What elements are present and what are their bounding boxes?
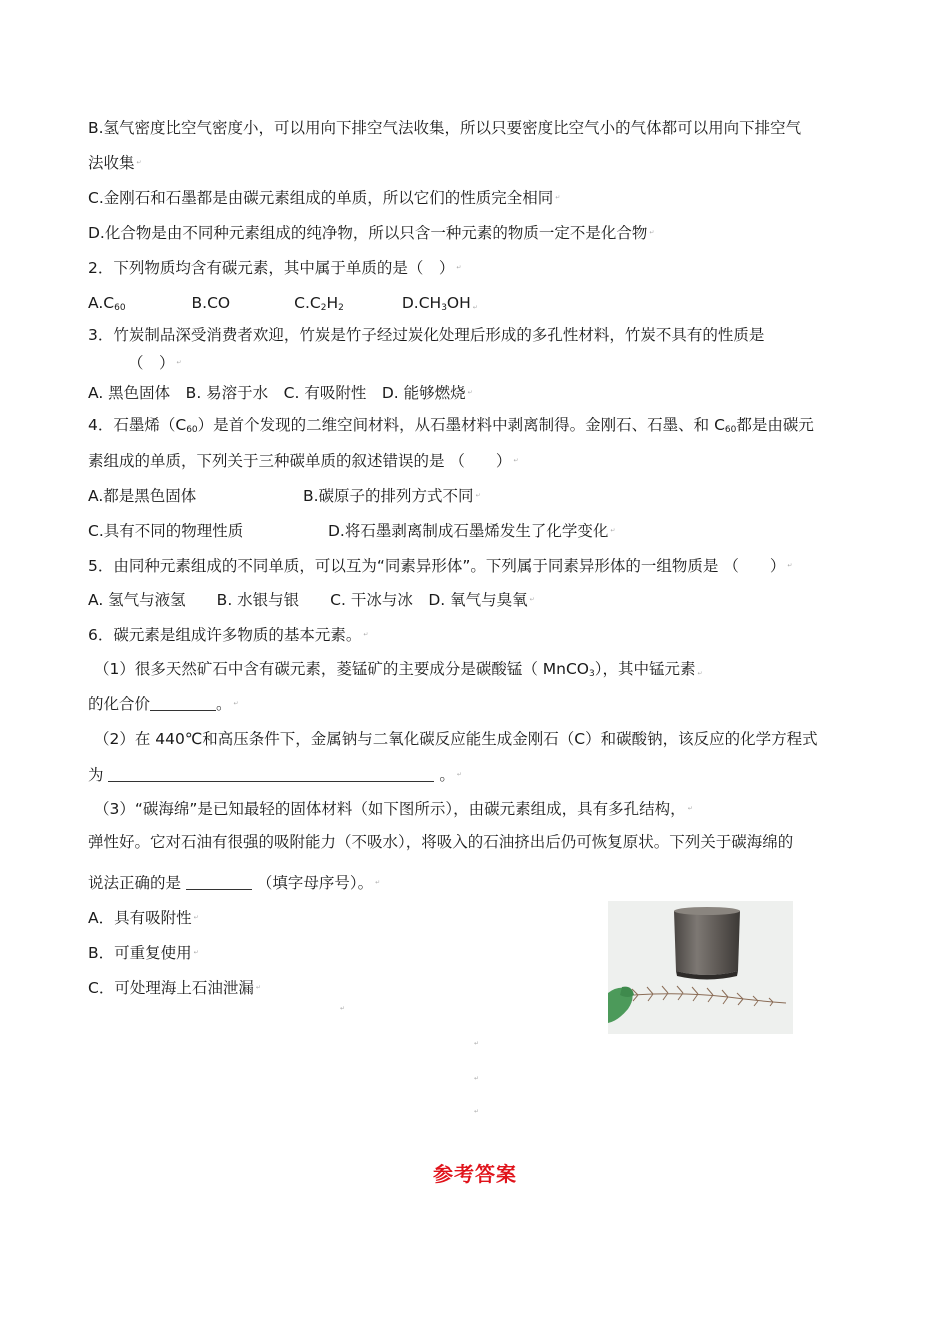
- q4-option-c: C.具有不同的物理性质: [88, 522, 244, 540]
- blank-equation[interactable]: [108, 767, 434, 782]
- q6-part3-line1: （3）“碳海绵”是已知最轻的固体材料（如下图所示），由碳元素组成，具有多孔结构， ↵: [94, 800, 693, 818]
- q3-options: A. 黑色固体 B. 易溶于水 C. 有吸附性 D. 能够燃烧 ↵: [88, 384, 473, 402]
- q4-stem-line1: 4．石墨烯$(C_{60})$是首个发现的二维空间材料，从石墨材料中剥离制得。金刚石、石墨、和 $C_{60}$都是由碳元: [88, 416, 814, 435]
- q4-option-d: D.将石墨剥离制成石墨烯发生了化学变化 ↵: [328, 522, 616, 540]
- paragraph-mark: ↵: [474, 1075, 480, 1082]
- blank-choice[interactable]: [186, 875, 252, 890]
- paragraph-mark: ↵: [474, 1040, 480, 1047]
- q6-option-a: A．具有吸附性 ↵: [88, 909, 199, 927]
- blank-valence[interactable]: [150, 696, 216, 711]
- q6-part3-line2: 弹性好。它对石油有很强的吸附能力（不吸水），将吸入的石油挤出后仍可恢复原状。下列关于碳海绵的: [88, 833, 794, 851]
- q6-part1: （1）很多天然矿石中含有碳元素，菱锰矿的主要成分是碳酸锰（ MnCO$_3$），其中锰元素 ↵: [94, 660, 703, 679]
- q6-option-c: C．可处理海上石油泄漏 ↵: [88, 979, 261, 997]
- q2-stem: 2．下列物质均含有碳元素，其中属于单质的是（ ） ↵: [88, 259, 462, 277]
- q1-option-c: C.金刚石和石墨都是由碳元素组成的单质，所以它们的性质完全相同 ↵: [88, 189, 561, 207]
- q4-option-b: B.碳原子的排列方式不同 ↵: [303, 487, 481, 505]
- paragraph-mark: ↵: [340, 1005, 346, 1012]
- q6-option-b: B．可重复使用 ↵: [88, 944, 199, 962]
- q5-options: A. 氢气与液氢 B. 水银与银 C. 干冰与冰 D. 氧气与臭氧 ↵: [88, 591, 535, 609]
- answer-heading: 参考答案: [433, 1162, 517, 1186]
- q5-stem: 5．由同种元素组成的不同单质，可以互为“同素异形体”。下列属于同素异形体的一组物质是 （ ） ↵: [88, 557, 793, 575]
- q4-option-a: A.都是黑色固体: [88, 487, 197, 505]
- q1-option-b-line1: B.氢气密度比空气密度小，可以用向下排空气法收集，所以只要密度比空气小的气体都可以用向下排空气: [88, 119, 802, 137]
- q6-part2: （2）在 440℃和高压条件下，金属钠与二氧化碳反应能生成金刚石（C）和碳酸钠，该反应的化学方程式: [94, 730, 818, 748]
- q2-options: $A.C_{60}$ B.CO $C.C_2H_2$ $D.CH_3OH$ ↵: [88, 294, 478, 313]
- q1-option-d: D.化合物是由不同种元素组成的纯净物，所以只含一种元素的物质一定不是化合物 ↵: [88, 224, 655, 242]
- q6-stem: 6．碳元素是组成许多物质的基本元素。 ↵: [88, 626, 369, 644]
- q4-stem-line2: 素组成的单质，下列关于三种碳单质的叙述错误的是 （ ） ↵: [88, 452, 519, 470]
- q3-stem-line1: 3．竹炭制品深受消费者欢迎，竹炭是竹子经过炭化处理后形成的多孔性材料，竹炭不具有的性质是: [88, 326, 765, 344]
- carbon-sponge-photo: [608, 901, 793, 1034]
- q6-part2-answer-line: 为 。 ↵: [88, 766, 462, 784]
- q6-part3-line3: 说法正确的是 （填字母序号）。 ↵: [88, 874, 381, 892]
- q6-part1-answer-line: 的化合价 。 ↵: [88, 695, 239, 713]
- paragraph-mark: ↵: [474, 1108, 480, 1115]
- q1-option-b-line2: 法收集 ↵: [88, 154, 142, 172]
- q3-stem-line2: （ ） ↵: [128, 354, 182, 372]
